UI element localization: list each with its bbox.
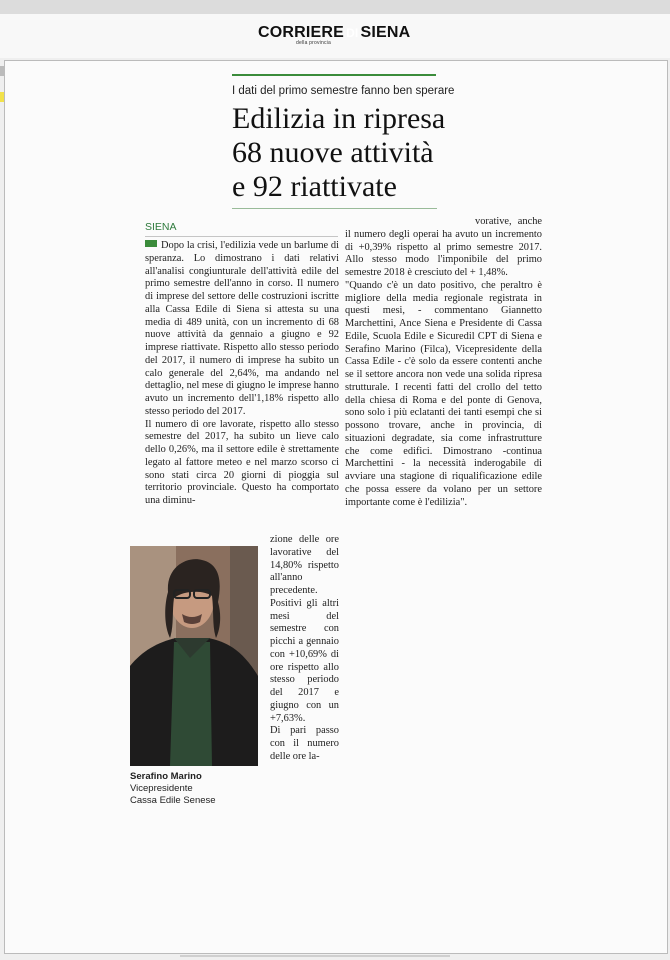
headline-line: e 92 riattivate <box>232 170 397 203</box>
footer-line <box>180 955 450 957</box>
paragraph: zione delle ore lavorative del 14,80% rispetto all'anno precedente. Positivi gli altri mesi del semestre con picchi a gennaio con +10,69% di ore rispetto allo stesso periodo del 2017 e giugno con un +7,63%. <box>270 534 339 724</box>
quote-paragraph: "Quando c'è un dato positivo, che peraltro è migliore della media regionale registrata in questi mesi, - commentano Giannetto Marchettini, Ance Siena e Presidente di Cassa Edile, Scuola Edile e Sicuredil CPT di Siena e Serafino Marino (Filca), Vicepresidente della Cassa Edile - c'è solo da essere contenti anche se il settore ancora non vede una solida ripresa strutturale. I recenti fatti del crollo del tetto della chiesa di Roma e del ponte di Genova, sono solo i più eclatanti dei tanti esempi che si possono trovare, anche in provincia, di situazioni degradate, sia come infrastrutture che come edifici. Dimostrano -continua Marchettini - la necessità inderogabile di avviare una stagione di riqualificazione edile che possa essere da volano per un settore importante come è l'edilizia". <box>345 279 542 508</box>
portrait-image <box>130 546 258 766</box>
browser-top-bar <box>0 0 670 15</box>
caption-name: Serafino Marino <box>130 771 202 782</box>
lead-marker <box>145 240 157 247</box>
section-rule <box>145 236 338 237</box>
headline-line: Edilizia in ripresa <box>232 102 446 135</box>
paragraph: Il numero di ore lavorate, rispetto allo stesso semestre del 2017, ha subito un lieve calo dello 0,26%, ma il settore edile è strettamente legato al fattore meteo e nel marzo scorso ci sono stati circa 20 giorni di pioggia sul territorio provinciale. Questo ha comportato una diminu- <box>145 418 339 506</box>
article-column-1-narrow <box>270 534 339 764</box>
lead-paragraph: Dopo la crisi, l'edilizia vede un barlume di speranza. Lo dimostrano i dati relativi all'analisi congiunturale dell'attività edile del primo semestre dell'anno in corso. Il numero di imprese del settore delle costruzioni iscritte alla Cassa Edile di Siena si attesta su una media di 489 unità, con un incremento di 68 nuove attività da gennaio a giugno e 92 imprese riattivate. Rispetto allo stesso periodo del 2017, il numero di imprese ha subito un calo generale del 2,64%, ma andando nel dettaglio, nel mese di giugno le imprese hanno avuto un incremento dell'1,18% rispetto allo stesso periodo del 2017. <box>145 240 339 417</box>
photo-caption <box>130 771 264 807</box>
headline-line: 68 nuove attività <box>232 136 434 169</box>
headline-rule <box>232 208 437 209</box>
article-column-1 <box>145 240 339 508</box>
portrait-photo <box>130 546 258 766</box>
article-headline <box>232 102 445 204</box>
article-kicker: I dati del primo semestre fanno ben sperare <box>232 85 455 97</box>
article-column-2 <box>345 216 542 509</box>
caption-role: Vicepresidente <box>130 783 193 794</box>
paragraph: vorative, anche il numero degli operai ha avuto un incremento di +0,39% rispetto al primo semestre 2017. Allo stesso modo l'imponibile del primo semestre 2018 è cresciuto del + 1,48%. <box>345 216 542 278</box>
section-label: SIENA <box>145 221 177 233</box>
kicker-rule <box>232 74 436 76</box>
caption-organization: Cassa Edile Senese <box>130 795 216 806</box>
newspaper-logo: CORRIERE DI SIENA della provincia <box>258 24 411 46</box>
paragraph: Di pari passo con il numero delle ore la- <box>270 725 339 762</box>
masthead <box>0 14 670 58</box>
